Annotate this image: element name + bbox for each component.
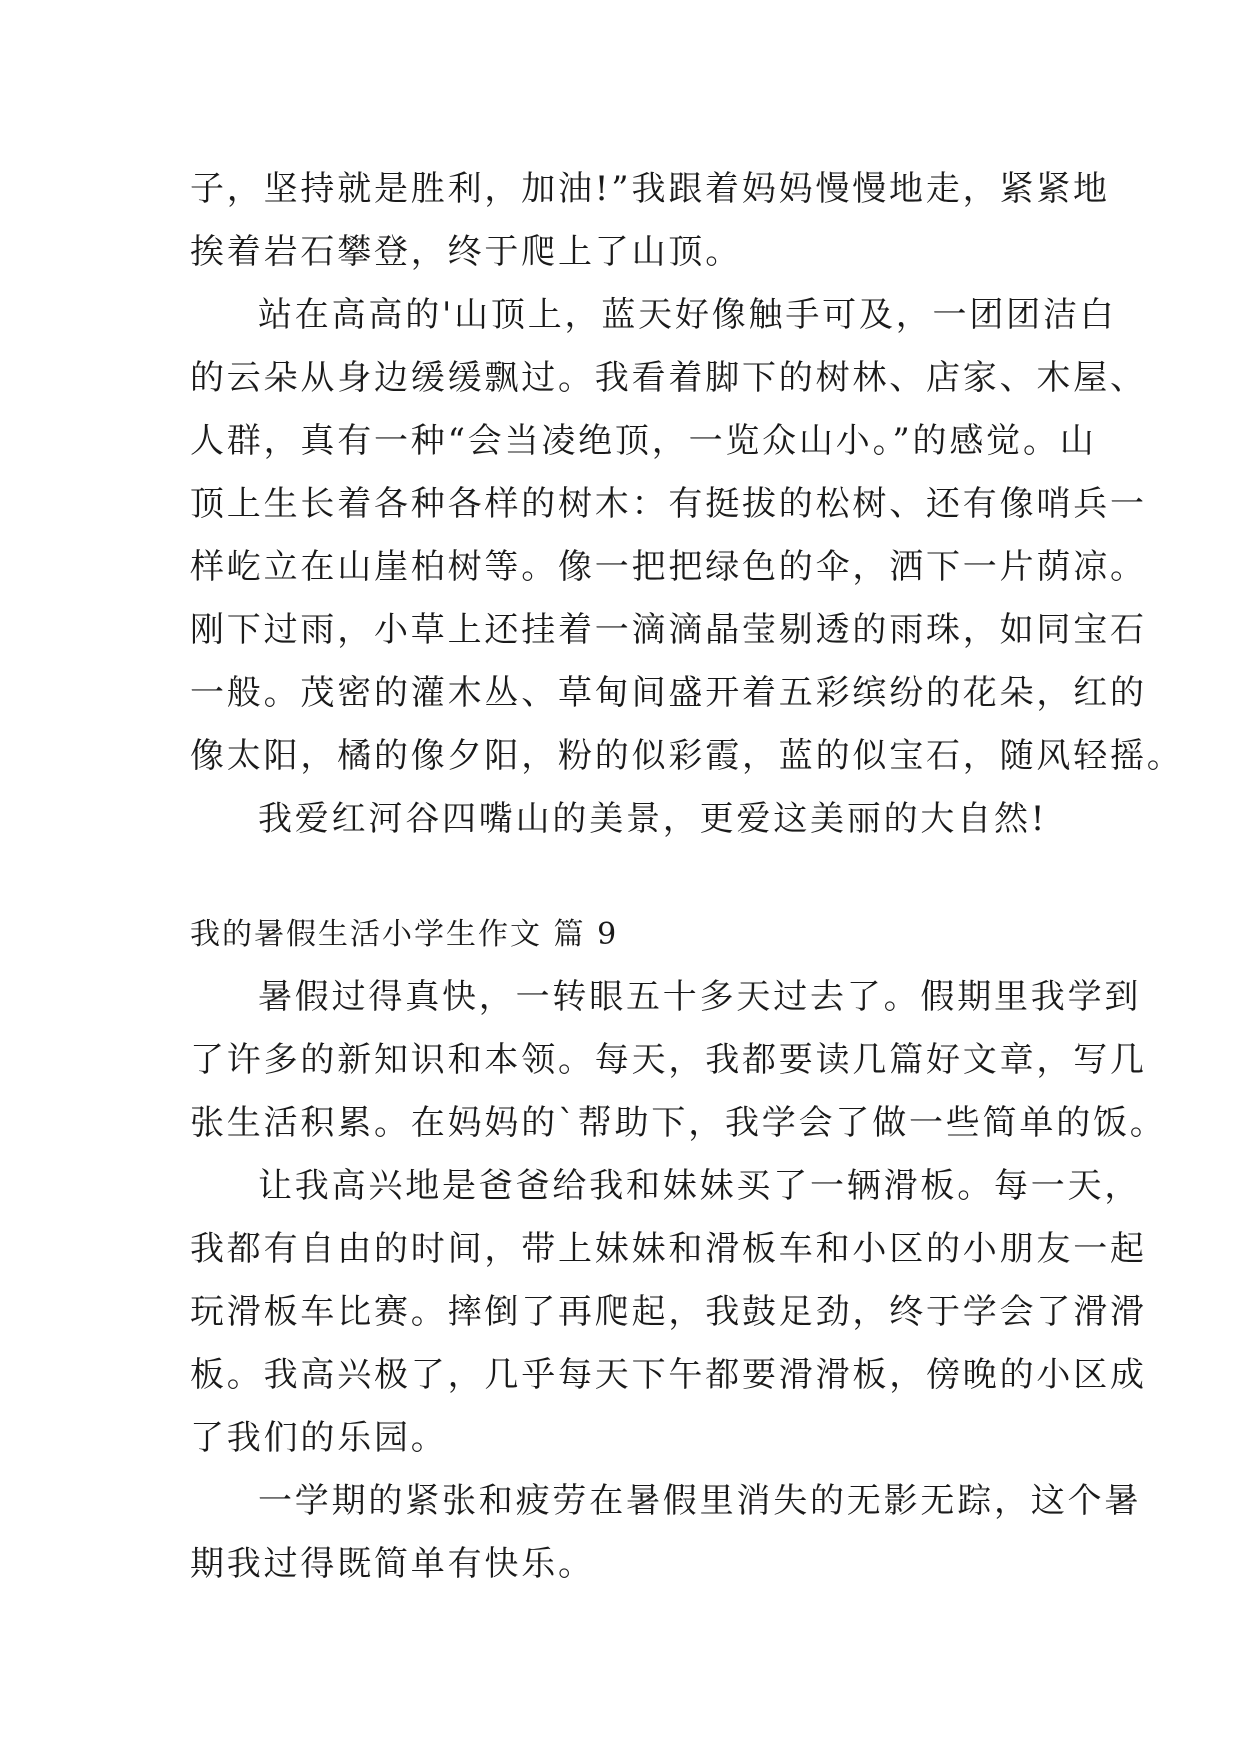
paragraph-line: 样屹立在山崖柏树等。像一把把绿色的伞，洒下一片荫凉。 xyxy=(190,547,1147,587)
paragraph-line: 让我高兴地是爸爸给我和妹妹买了一辆滑板。每一天， xyxy=(258,1166,1142,1206)
paragraph-6 xyxy=(190,1470,1142,1596)
document-body xyxy=(190,158,1184,1596)
paragraph-1 xyxy=(190,158,1110,284)
section-heading: 我的暑假生活小学生作文 篇 9 xyxy=(190,917,619,952)
paragraph-line: 了许多的新知识和本领。每天，我都要读几篇好文章，写几 xyxy=(190,1040,1147,1080)
paragraph-line: 一般。茂密的灌木丛、草甸间盛开着五彩缤纷的花朵，红的 xyxy=(190,673,1147,713)
paragraph-3 xyxy=(190,788,1060,851)
paragraph-line: 一学期的紧张和疲劳在暑假里消失的无影无踪，这个暑 xyxy=(258,1481,1142,1521)
paragraph-line: 人群，真有一种“会当凌绝顶，一览众山小。”的感觉。山 xyxy=(190,421,1097,461)
paragraph-line: 挨着岩石攀登，终于爬上了山顶。 xyxy=(190,232,742,272)
paragraph-line: 刚下过雨，小草上还挂着一滴滴晶莹剔透的雨珠，如同宝石 xyxy=(190,610,1147,650)
paragraph-line: 像太阳，橘的像夕阳，粉的似彩霞，蓝的似宝石，随风轻摇。 xyxy=(190,736,1184,776)
section-spacer xyxy=(190,851,1060,903)
paragraph-line: 顶上生长着各种各样的树木：有挺拔的松树、还有像哨兵一 xyxy=(190,484,1147,524)
paragraph-line: 我都有自由的时间，带上妹妹和滑板车和小区的小朋友一起 xyxy=(190,1229,1147,1269)
paragraph-line: 张生活积累。在妈妈的`帮助下，我学会了做一些简单的饭。 xyxy=(190,1103,1167,1143)
paragraph-line: 暑假过得真快，一转眼五十多天过去了。假期里我学到 xyxy=(258,977,1142,1017)
paragraph-line: 子，坚持就是胜利，加油!”我跟着妈妈慢慢地走，紧紧地 xyxy=(190,169,1110,209)
paragraph-4 xyxy=(190,966,1167,1155)
paragraph-5 xyxy=(190,1155,1147,1470)
paragraph-line: 期我过得既简单有快乐。 xyxy=(190,1544,595,1584)
paragraph-2 xyxy=(190,284,1184,788)
paragraph-line: 的云朵从身边缓缓飘过。我看着脚下的树林、店家、木屋、 xyxy=(190,358,1147,398)
paragraph-line: 我爱红河谷四嘴山的美景，更爱这美丽的大自然! xyxy=(258,799,1048,839)
paragraph-line: 板。我高兴极了，几乎每天下午都要滑滑板，傍晚的小区成 xyxy=(190,1355,1147,1395)
paragraph-line: 站在高高的'山顶上，蓝天好像触手可及，一团团洁白 xyxy=(258,295,1117,335)
paragraph-line: 了我们的乐园。 xyxy=(190,1418,448,1458)
paragraph-line: 玩滑板车比赛。摔倒了再爬起，我鼓足劲，终于学会了滑滑 xyxy=(190,1292,1147,1332)
